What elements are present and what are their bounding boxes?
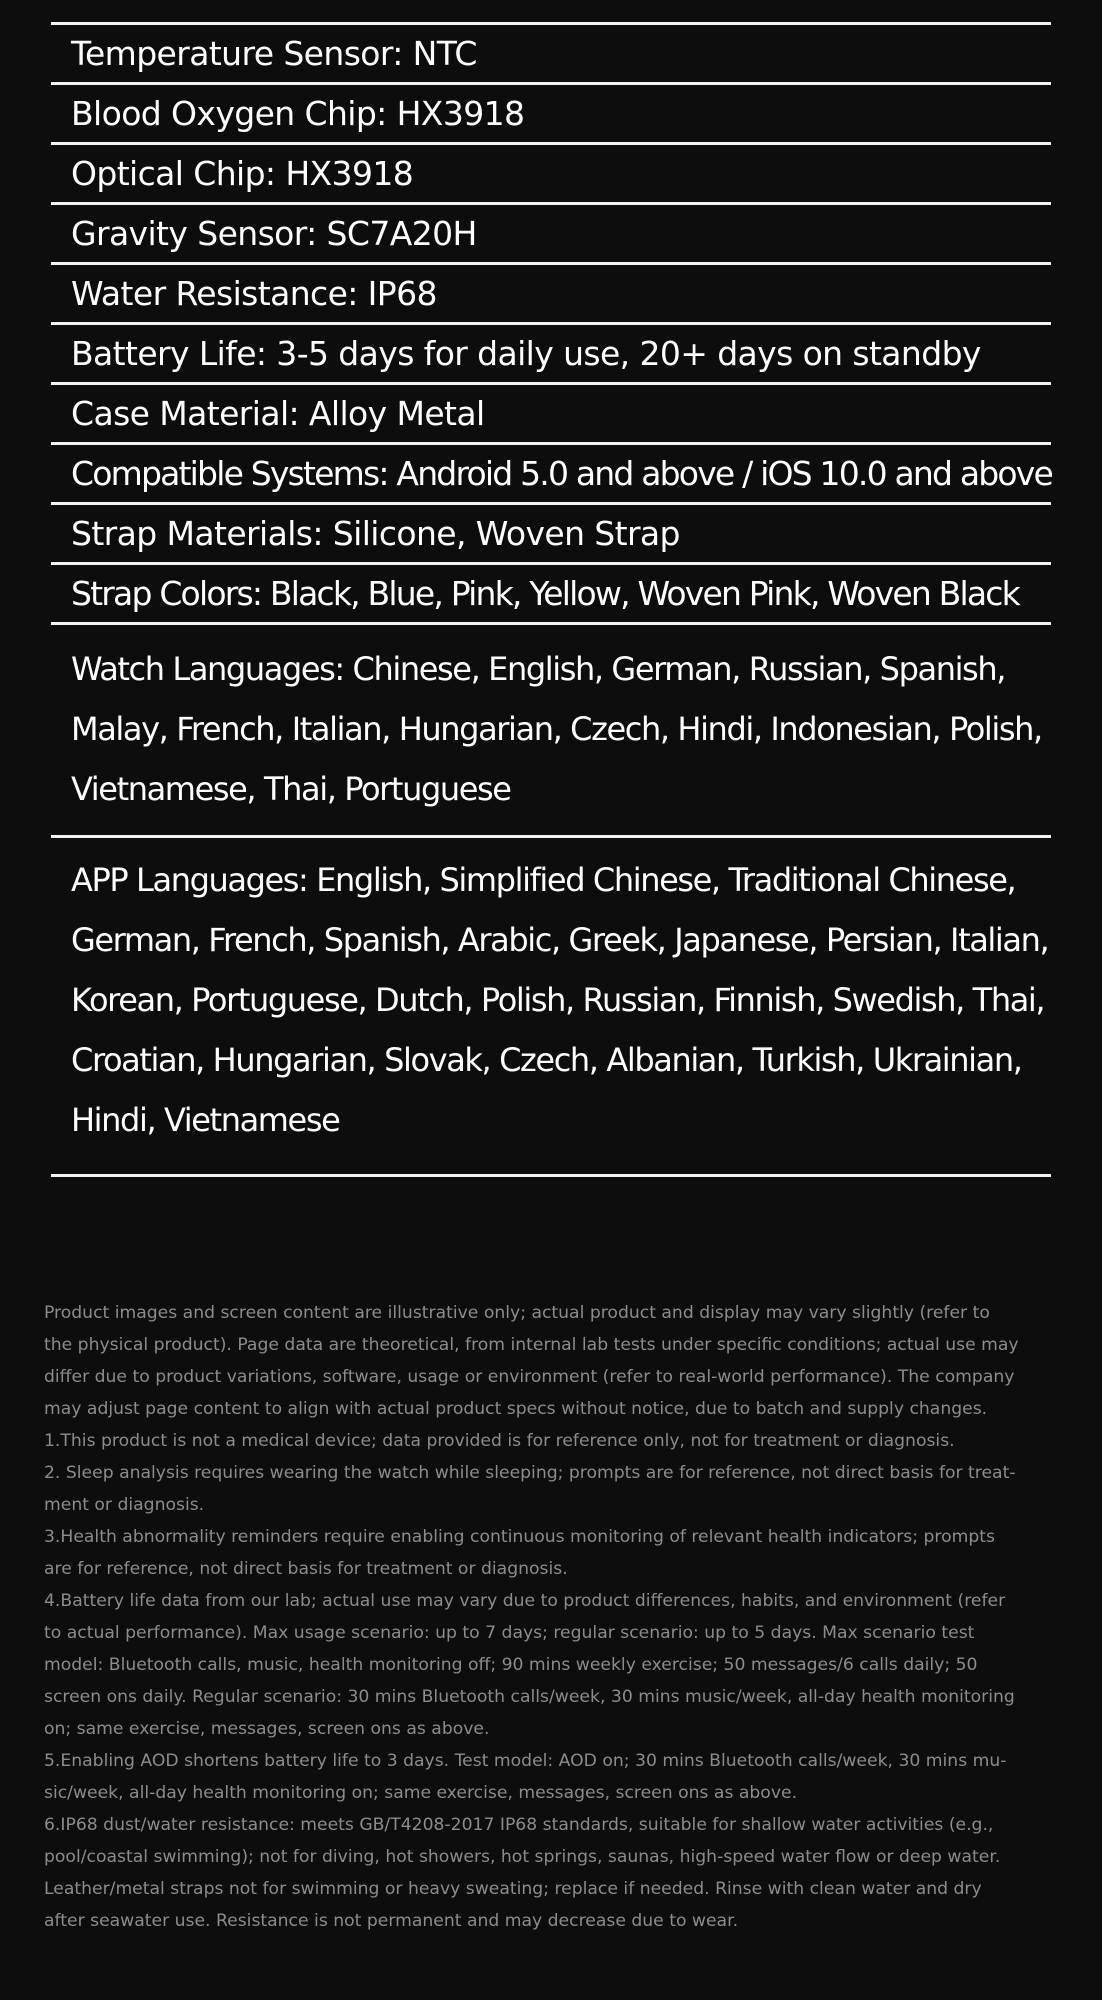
spec-table	[51, 22, 1051, 1177]
spec-water-resistance: Water Resistance: IP68	[71, 274, 437, 313]
spec-temperature-sensor: Temperature Sensor: NTC	[71, 34, 477, 73]
disclaimer-line: to actual performance). Max usage scenario: up to 7 days; regular scenario: up to 5 days. Max scenario test	[44, 1623, 975, 1643]
app-languages-line: APP Languages: English, Simplified Chinese, Traditional Chinese,	[71, 861, 1016, 899]
disclaimer-line: 4.Battery life data from our lab; actual use may vary due to product differences, habits, and environment (refer	[44, 1591, 1006, 1611]
disclaimer-line: 3.Health abnormality reminders require enabling continuous monitoring of relevant health indicators; prompts	[44, 1527, 995, 1547]
disclaimer-line: pool/coastal swimming); not for diving, hot showers, hot springs, saunas, high-speed water flow or deep water.	[44, 1847, 1001, 1867]
disclaimer-line: the physical product). Page data are theoretical, from internal lab tests under specific conditions; actual use may	[44, 1335, 1019, 1355]
disclaimer-line: after seawater use. Resistance is not permanent and may decrease due to wear.	[44, 1911, 739, 1931]
disclaimer-line: screen ons daily. Regular scenario: 30 mins Bluetooth calls/week, 30 mins music/week, all-day health monitoring	[44, 1687, 1015, 1707]
watch-languages-line: Malay, French, Italian, Hungarian, Czech, Hindi, Indonesian, Polish,	[71, 710, 1042, 748]
disclaimer-line: 5.Enabling AOD shortens battery life to 3 days. Test model: AOD on; 30 mins Bluetooth calls/week, 30 mins mu-	[44, 1751, 1007, 1771]
divider	[51, 1174, 1051, 1177]
spec-strap-colors: Strap Colors: Black, Blue, Pink, Yellow, Woven Pink, Woven Black	[71, 574, 1019, 613]
app-languages-line: Croatian, Hungarian, Slovak, Czech, Albanian, Turkish, Ukrainian,	[71, 1041, 1022, 1079]
disclaimer-line: Leather/metal straps not for swimming or heavy sweating; replace if needed. Rinse with clean water and dry	[44, 1879, 982, 1899]
spec-watch-languages	[51, 625, 1051, 835]
spec-battery-life: Battery Life: 3-5 days for daily use, 20+ days on standby	[71, 334, 981, 373]
spec-blood-oxygen-chip: Blood Oxygen Chip: HX3918	[71, 94, 525, 133]
spec-case-material: Case Material: Alloy Metal	[71, 394, 485, 433]
app-languages-line: Hindi, Vietnamese	[71, 1101, 340, 1139]
disclaimer-line: 1.This product is not a medical device; data provided is for reference only, not for treatment or diagnosis.	[44, 1431, 955, 1451]
disclaimer-text	[44, 1297, 1064, 1937]
spec-strap-materials: Strap Materials: Silicone, Woven Strap	[71, 514, 680, 553]
disclaimer-line: may adjust page content to align with actual product specs without notice, due to batch and supply changes.	[44, 1399, 988, 1419]
watch-languages-line: Watch Languages: Chinese, English, German, Russian, Spanish,	[71, 650, 1005, 688]
spec-optical-chip: Optical Chip: HX3918	[71, 154, 414, 193]
disclaimer-line: differ due to product variations, software, usage or environment (refer to real-world performance). The company	[44, 1367, 1015, 1387]
disclaimer-line: model: Bluetooth calls, music, health monitoring off; 90 mins weekly exercise; 50 messages/6 calls daily; 50	[44, 1655, 978, 1675]
watch-languages-line: Vietnamese, Thai, Portuguese	[71, 770, 511, 808]
disclaimer-line: Product images and screen content are illustrative only; actual product and display may vary slightly (refer to	[44, 1303, 990, 1323]
disclaimer-line: on; same exercise, messages, screen ons as above.	[44, 1719, 490, 1739]
disclaimer-line: 6.IP68 dust/water resistance: meets GB/T4208-2017 IP68 standards, suitable for shallow water activities (e.g.,	[44, 1815, 994, 1835]
disclaimer-line: ment or diagnosis.	[44, 1495, 205, 1515]
disclaimer-line: are for reference, not direct basis for treatment or diagnosis.	[44, 1559, 568, 1579]
spec-compatible-systems: Compatible Systems: Android 5.0 and above / iOS 10.0 and above	[71, 454, 1053, 493]
spec-gravity-sensor: Gravity Sensor: SC7A20H	[71, 214, 477, 253]
app-languages-line: Korean, Portuguese, Dutch, Polish, Russian, Finnish, Swedish, Thai,	[71, 981, 1045, 1019]
app-languages-line: German, French, Spanish, Arabic, Greek, Japanese, Persian, Italian,	[71, 921, 1049, 959]
disclaimer-line: sic/week, all-day health monitoring on; same exercise, messages, screen ons as above.	[44, 1783, 798, 1803]
disclaimer-line: 2. Sleep analysis requires wearing the watch while sleeping; prompts are for reference, not direct basis for treat-	[44, 1463, 1016, 1483]
spec-app-languages	[51, 838, 1051, 1174]
